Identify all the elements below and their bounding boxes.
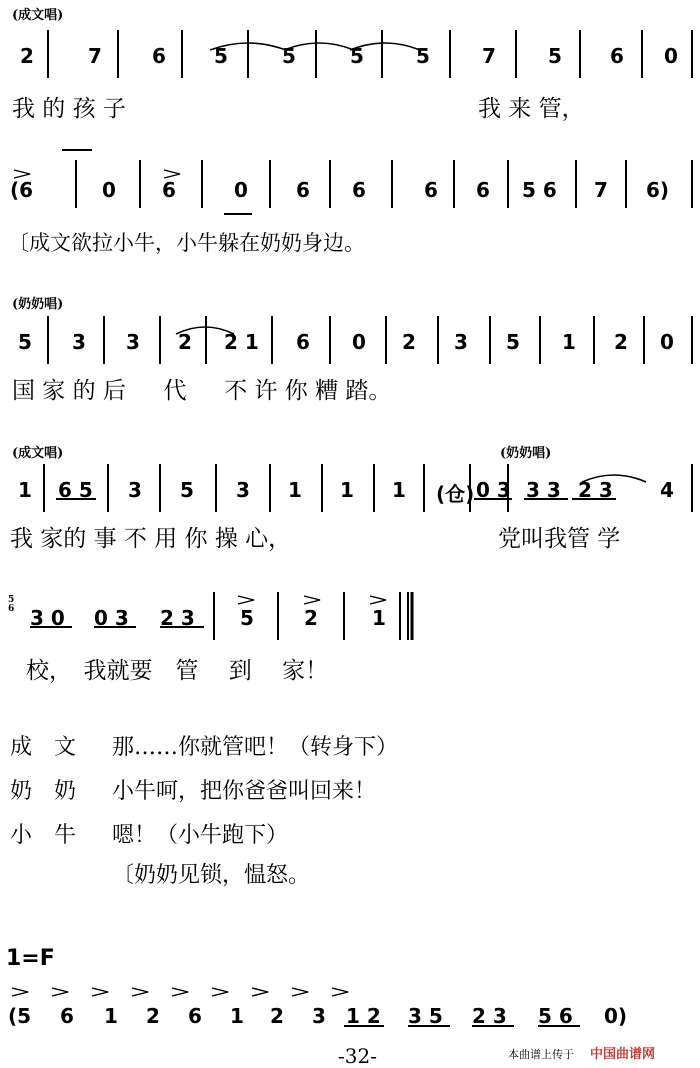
note: 2 [614, 330, 628, 354]
note: 2 [20, 44, 34, 68]
page-number: -32- [338, 1044, 377, 1068]
note: 0 [234, 178, 248, 202]
note: 5 [282, 44, 296, 68]
upload-credit: 本曲谱上传于 [508, 1048, 574, 1061]
stage-direction-2: 〔奶奶见锁，愠怒。 [112, 863, 311, 888]
note: 1 [18, 478, 32, 502]
note: 7 [594, 178, 608, 202]
note: 6 [188, 1004, 202, 1028]
note: 2 [270, 1004, 284, 1028]
note: 2 [146, 1004, 160, 1028]
dialog-speaker: 小 牛 [10, 823, 77, 848]
note: 3 0 [30, 606, 65, 630]
note: 5 [18, 330, 32, 354]
lyric-line-4a: 我 家的 事 不 用 你 操 心， [10, 526, 292, 552]
note: 7 [88, 44, 102, 68]
note: (仓) [436, 482, 475, 506]
role-label-nainai-2: (奶奶唱) [500, 446, 552, 461]
note: 0 [660, 330, 674, 354]
accent-mark [164, 170, 180, 178]
dialog-line: 嗯！（小牛跑下） [112, 823, 289, 848]
lyric-line-5: 校， 我就要 管 到 家！ [26, 658, 329, 684]
note: 1 [104, 1004, 118, 1028]
accent-mark [370, 596, 386, 604]
lyric-line-4b: 党叫我管 学 [498, 526, 621, 552]
note: (5 [8, 1004, 32, 1028]
tie [350, 43, 420, 50]
note: 1 [392, 478, 406, 502]
accent-mark [12, 988, 28, 996]
note: 0 3 [94, 606, 129, 630]
note: 6 [152, 44, 166, 68]
note: 6) [646, 178, 670, 202]
note: 3 [126, 330, 140, 354]
accent-mark [304, 596, 320, 604]
note: 1 [562, 330, 576, 354]
accent-mark [332, 988, 348, 996]
dialog-line: 小牛呵，把你爸爸叫回来！ [112, 779, 377, 804]
note: 1 [230, 1004, 244, 1028]
note: 3 3 [526, 478, 561, 502]
note: 2 [178, 330, 192, 354]
note: 6 [162, 178, 176, 202]
note: 2 3 [160, 606, 195, 630]
note: 6 [60, 1004, 74, 1028]
note: 3 5 [408, 1004, 443, 1028]
accent-mark [238, 596, 254, 604]
accent-mark [14, 170, 30, 178]
note: 6 [610, 44, 624, 68]
dialog-speaker: 奶 奶 [10, 779, 77, 804]
tie [284, 43, 354, 50]
role-label-chengwen-2: (成文唱) [12, 446, 64, 461]
accent-mark [92, 988, 108, 996]
note: 5 [506, 330, 520, 354]
key-signature: 1=F [6, 946, 55, 971]
note: 5 [416, 44, 430, 68]
note: 3 [454, 330, 468, 354]
note: 1 2 [346, 1004, 381, 1028]
note: 3 [312, 1004, 326, 1028]
dialog-line: 那……你就管吧！（转身下） [112, 735, 399, 760]
note: 6 [296, 178, 310, 202]
lyric-line-1b: 我 来 管， [478, 96, 585, 122]
note: 5 6 [522, 178, 557, 202]
note: (6 [10, 178, 34, 202]
note: 1 [340, 478, 354, 502]
note: 3 [236, 478, 250, 502]
accent-mark [292, 988, 308, 996]
accent-mark [252, 988, 268, 996]
note: 3 [128, 478, 142, 502]
role-label-chengwen: (成文唱) [12, 8, 64, 23]
note: 2 1 [224, 330, 259, 354]
note: 5 6 [538, 1004, 573, 1028]
note: 6 [424, 178, 438, 202]
note: 5 [548, 44, 562, 68]
dialog-speaker: 成 文 [10, 735, 77, 760]
note: 5 [240, 606, 254, 630]
note: 0 3 [476, 478, 511, 502]
note: 1 [372, 606, 386, 630]
note: 5 [214, 44, 228, 68]
note: 6 5 [58, 478, 93, 502]
role-label-nainai: (奶奶唱) [12, 297, 64, 312]
note: 5 [180, 478, 194, 502]
note: 7 [482, 44, 496, 68]
tie [582, 475, 646, 482]
note: 0 [352, 330, 366, 354]
note: 1 [288, 478, 302, 502]
note: 0 [102, 178, 116, 202]
note: 2 [304, 606, 318, 630]
note: 6 [296, 330, 310, 354]
note: 2 3 [472, 1004, 507, 1028]
note: 0 [664, 44, 678, 68]
note: 0) [604, 1004, 628, 1028]
grace-note: 5 6 [8, 595, 15, 614]
accent-mark [212, 988, 228, 996]
note: 4 [660, 478, 674, 502]
note: 3 [72, 330, 86, 354]
note: 5 [350, 44, 364, 68]
stage-direction-1: 〔成文欲拉小牛，小牛躲在奶奶身边。 [8, 231, 365, 255]
note: 2 [402, 330, 416, 354]
lyric-line-1a: 我 的 孩 子 [12, 96, 126, 122]
accent-mark [172, 988, 188, 996]
site-logo: 中国曲谱网 [590, 1047, 656, 1062]
note: 6 [476, 178, 490, 202]
accent-mark [132, 988, 148, 996]
accent-mark [52, 988, 68, 996]
note: 6 [352, 178, 366, 202]
note: 2 3 [578, 478, 613, 502]
lyric-line-3: 国 家 的 后 代 不 许 你 糟 踏。 [12, 378, 392, 404]
